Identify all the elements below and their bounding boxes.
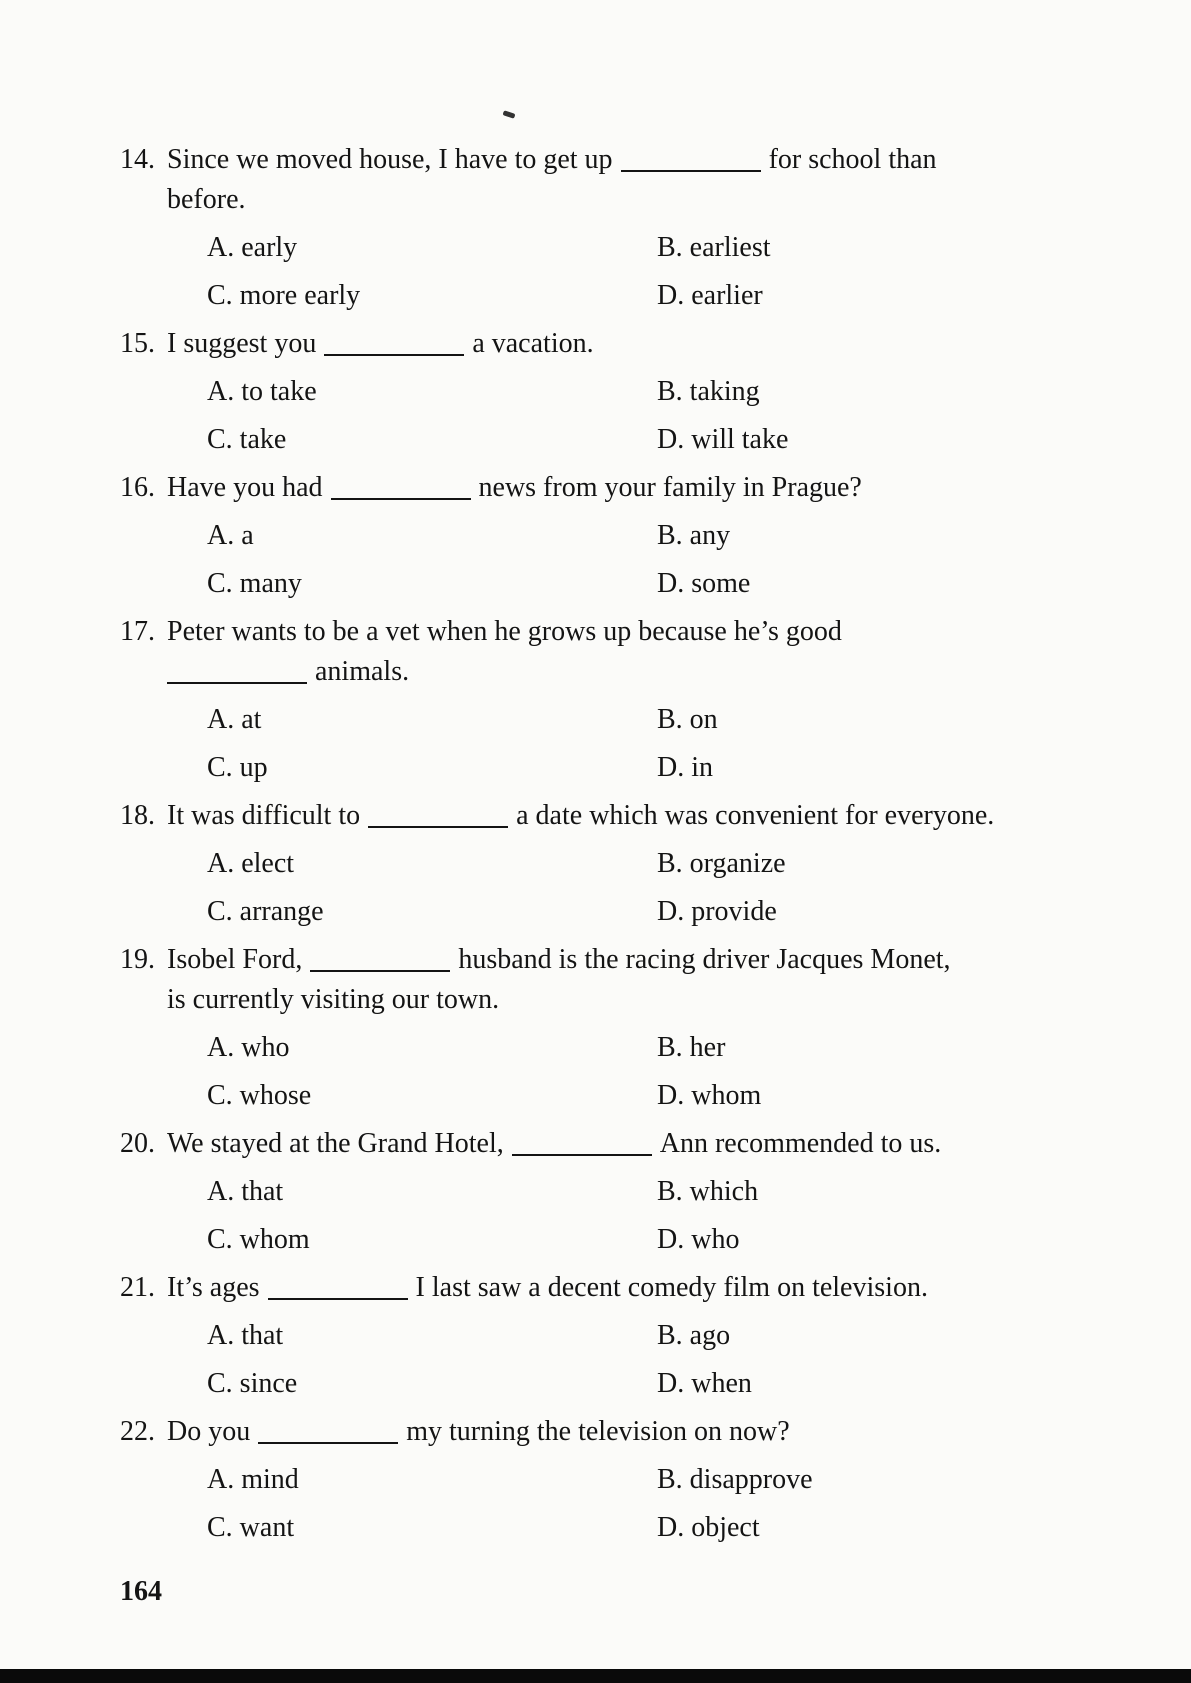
option-c: C. up bbox=[207, 752, 268, 783]
stem-text: for school than bbox=[768, 144, 937, 175]
answer-blank bbox=[512, 1126, 652, 1156]
page-number: 164 bbox=[120, 1576, 162, 1607]
question-number: 21. bbox=[120, 1272, 155, 1303]
scan-edge bbox=[0, 1669, 1191, 1683]
question-18 bbox=[120, 796, 1120, 836]
stem-continuation: before. bbox=[167, 184, 246, 215]
question-stem: Peter wants to be a vet when he grows up because he’s good bbox=[167, 616, 842, 647]
option-c: C. whose bbox=[207, 1080, 312, 1111]
option-d: D. object bbox=[657, 1512, 760, 1543]
stem-text: news from your family in Prague? bbox=[478, 472, 862, 503]
option-b: B. ago bbox=[657, 1320, 731, 1351]
question-stem bbox=[167, 796, 1120, 836]
option-b: B. her bbox=[657, 1032, 726, 1063]
option-a: A. who bbox=[207, 1032, 290, 1063]
question-number: 18. bbox=[120, 800, 155, 831]
question-stem bbox=[167, 1412, 1120, 1452]
option-b: B. disapprove bbox=[657, 1464, 813, 1495]
stem-text: Do you bbox=[167, 1416, 251, 1447]
question-stem bbox=[167, 1268, 1120, 1308]
stem-text: Isobel Ford, bbox=[167, 944, 303, 975]
option-a: A. mind bbox=[207, 1464, 299, 1495]
option-d: D. when bbox=[657, 1368, 752, 1399]
question-number: 22. bbox=[120, 1416, 155, 1447]
stem-text: Have you had bbox=[167, 472, 323, 503]
question-20 bbox=[120, 1124, 1120, 1164]
question-stem bbox=[167, 140, 1120, 180]
question-stem bbox=[167, 324, 1120, 364]
option-c: C. arrange bbox=[207, 896, 324, 927]
option-a: A. that bbox=[207, 1320, 284, 1351]
stem-text: a vacation. bbox=[472, 328, 594, 359]
answer-blank bbox=[324, 326, 464, 356]
answer-blank bbox=[268, 1270, 408, 1300]
option-c: C. more early bbox=[207, 280, 361, 311]
question-number: 19. bbox=[120, 944, 155, 975]
answer-blank bbox=[368, 798, 508, 828]
answer-blank bbox=[621, 142, 761, 172]
stem-text: It was difficult to bbox=[167, 800, 361, 831]
ink-speck bbox=[503, 110, 516, 118]
stem-text: a date which was convenient for everyone. bbox=[516, 800, 995, 831]
question-stem bbox=[167, 940, 1120, 980]
option-a: A. a bbox=[207, 520, 254, 551]
option-d: D. whom bbox=[657, 1080, 762, 1111]
stem-text: It’s ages bbox=[167, 1272, 260, 1303]
option-b: B. taking bbox=[657, 376, 760, 407]
option-d: D. earlier bbox=[657, 280, 763, 311]
question-14 bbox=[120, 140, 1120, 220]
option-c: C. take bbox=[207, 424, 287, 455]
stem-continuation bbox=[167, 652, 1120, 692]
stem-text: Since we moved house, I have to get up bbox=[167, 144, 613, 175]
question-19 bbox=[120, 940, 1120, 1020]
question-21 bbox=[120, 1268, 1120, 1308]
question-number: 14. bbox=[120, 144, 155, 175]
question-22 bbox=[120, 1412, 1120, 1452]
answer-blank bbox=[258, 1414, 398, 1444]
option-c: C. since bbox=[207, 1368, 298, 1399]
option-b: B. organize bbox=[657, 848, 786, 879]
stem-text: husband is the racing driver Jacques Monet, bbox=[458, 944, 951, 975]
option-b: B. which bbox=[657, 1176, 759, 1207]
option-d: D. in bbox=[657, 752, 713, 783]
option-c: C. many bbox=[207, 568, 302, 599]
option-a: A. elect bbox=[207, 848, 295, 879]
option-d: D. who bbox=[657, 1224, 740, 1255]
stem-text: We stayed at the Grand Hotel, bbox=[167, 1128, 504, 1159]
answer-blank bbox=[310, 942, 450, 972]
question-number: 15. bbox=[120, 328, 155, 359]
stem-text: I suggest you bbox=[167, 328, 317, 359]
question-16 bbox=[120, 468, 1120, 508]
option-a: A. early bbox=[207, 232, 298, 263]
answer-blank bbox=[167, 654, 307, 684]
question-number: 20. bbox=[120, 1128, 155, 1159]
option-b: B. earliest bbox=[657, 232, 771, 263]
option-d: D. will take bbox=[657, 424, 789, 455]
stem-text: Ann recommended to us. bbox=[659, 1128, 942, 1159]
option-b: B. on bbox=[657, 704, 718, 735]
question-stem bbox=[167, 468, 1120, 508]
option-a: A. at bbox=[207, 704, 262, 735]
stem-continuation: is currently visiting our town. bbox=[167, 984, 500, 1015]
question-number: 17. bbox=[120, 616, 155, 647]
answer-blank bbox=[331, 470, 471, 500]
option-a: A. that bbox=[207, 1176, 284, 1207]
question-15 bbox=[120, 324, 1120, 364]
option-c: C. whom bbox=[207, 1224, 310, 1255]
question-number: 16. bbox=[120, 472, 155, 503]
stem-text: I last saw a decent comedy film on television. bbox=[415, 1272, 928, 1303]
option-d: D. provide bbox=[657, 896, 777, 927]
question-17 bbox=[120, 612, 1120, 692]
stem-text: my turning the television on now? bbox=[406, 1416, 790, 1447]
option-a: A. to take bbox=[207, 376, 317, 407]
question-stem bbox=[167, 1124, 1120, 1164]
stem-text: animals. bbox=[315, 656, 410, 687]
option-c: C. want bbox=[207, 1512, 295, 1543]
option-b: B. any bbox=[657, 520, 731, 551]
option-d: D. some bbox=[657, 568, 751, 599]
